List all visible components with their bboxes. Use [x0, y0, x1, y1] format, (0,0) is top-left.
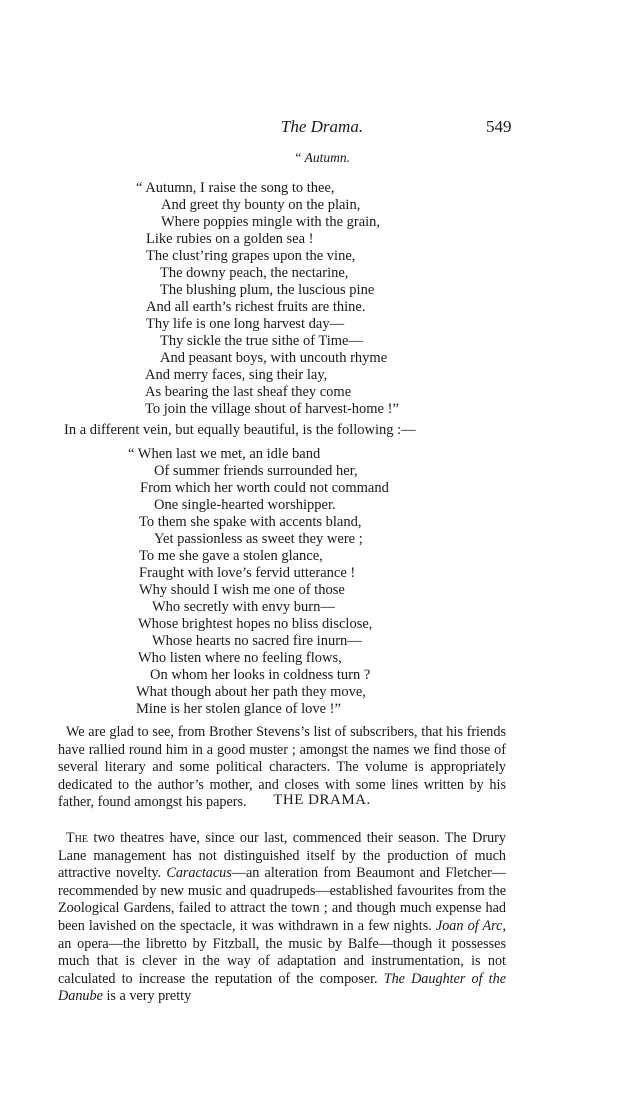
- paragraph-text: [58, 830, 506, 1006]
- page-number: 549: [486, 117, 512, 136]
- poem-line: To me she gave a stolen glance,: [139, 548, 323, 564]
- poem-line: To them she spake with accents bland,: [139, 514, 362, 530]
- section-heading: THE DRAMA.: [273, 792, 371, 808]
- poem-line: To join the village shout of harvest-home !”: [145, 401, 399, 417]
- work-title-daughter-of-danube: The Daughter of the Danube: [58, 970, 506, 1005]
- lead-in-line: In a different vein, but equally beautiful, is the following :—: [64, 422, 416, 438]
- poem-line: “ When last we met, an idle band: [128, 446, 321, 462]
- running-header-title: The Drama.: [280, 117, 364, 136]
- text-run: —an alteration from Beaumont and Fletcher—recommended by new music and quadrupeds—established favourites from the Zoological Gardens, failed to attract the town ; and though much expense had been lavished on the spectacle, it was withdrawn in a few nights.: [58, 865, 506, 934]
- paragraph-text: We are glad to see, from Brother Stevens’s list of subscribers, that his friends have rallied round him in a good muster ; amongst the names we find those of several literary and some political characters. The volume is appropriately dedicated to the author’s mother, and closes with some lines written by his father, found amongst his papers.: [58, 724, 506, 811]
- poem-line: Mine is her stolen glance of love !”: [136, 701, 341, 717]
- poem-line: Whose hearts no sacred fire inurn—: [152, 633, 362, 649]
- poem-line: Why should I wish me one of those: [139, 582, 345, 598]
- text-run: is a very pretty: [102, 988, 192, 1005]
- poem-line: What though about her path they move,: [136, 684, 366, 700]
- poem-line: Where poppies mingle with the grain,: [161, 214, 381, 230]
- poem-line: The blushing plum, the luscious pine: [160, 282, 375, 298]
- poem-line: Whose brightest hopes no bliss disclose,: [138, 616, 373, 632]
- poem-line: And greet thy bounty on the plain,: [161, 197, 361, 213]
- text-run: two theatres have, since our last, commenced their season. The Drury Lane management has not distinguished itself by the production of much attractive novelty.: [58, 830, 506, 882]
- poem-line: Who secretly with envy burn—: [152, 599, 335, 615]
- poem-line: Thy life is one long harvest day—: [146, 316, 345, 332]
- work-title-caractacus: Caractacus: [166, 865, 232, 882]
- poem-line: Thy sickle the true sithe of Time—: [160, 333, 363, 349]
- poem-line: Fraught with love’s fervid utterance !: [139, 565, 356, 581]
- poem-line: As bearing the last sheaf they come: [145, 384, 352, 400]
- poem-line: Of summer friends surrounded her,: [154, 463, 358, 479]
- poem-line: One single-hearted worshipper.: [154, 497, 336, 513]
- poem-line: Like rubies on a golden sea !: [146, 231, 314, 247]
- dropcap-word: The: [66, 830, 88, 846]
- paragraph-drama: [58, 830, 506, 1006]
- poem-line: “ Autumn, I raise the song to thee,: [136, 180, 335, 196]
- text-run: , an opera—the libretto by Fitzball, the music by Balfe—though it possesses much that is clever in the way of adaptation and instrumentation, is not calculated to increase the reputation of the composer.: [58, 917, 506, 987]
- work-title-joan-of-arc: Joan of Arc: [435, 917, 503, 934]
- poem-line: On whom her looks in coldness turn ?: [150, 667, 371, 683]
- poem-line: The clust’ring grapes upon the vine,: [146, 248, 356, 264]
- poem-line: From which her worth could not command: [140, 480, 389, 496]
- poem-line: Who listen where no feeling flows,: [138, 650, 342, 666]
- poem-line: And peasant boys, with uncouth rhyme: [160, 350, 388, 366]
- poem-line: Yet passionless as sweet they were ;: [154, 531, 363, 547]
- poem-line: And merry faces, sing their lay,: [145, 367, 328, 383]
- poem-title: “ Autumn.: [293, 150, 350, 165]
- poem-line: And all earth’s richest fruits are thine.: [146, 299, 366, 315]
- poem-line: The downy peach, the nectarine,: [160, 265, 349, 281]
